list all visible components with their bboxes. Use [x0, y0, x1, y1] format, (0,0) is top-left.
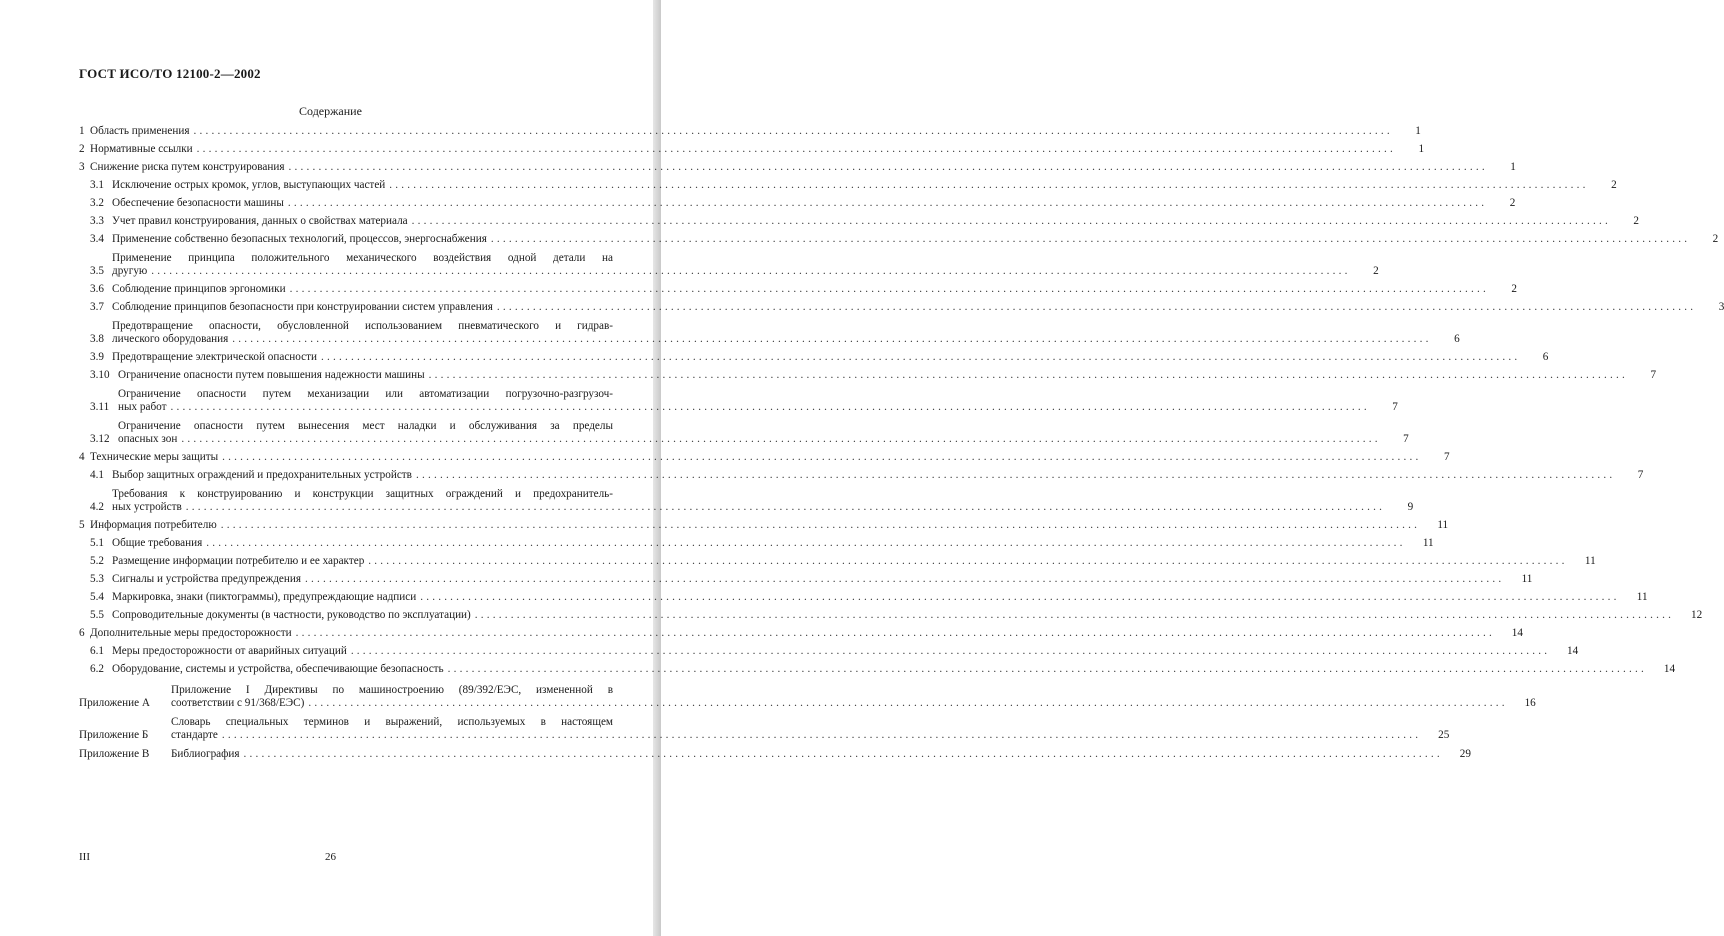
- toc-entry-line: [118, 401, 1398, 414]
- toc-entry-body: [112, 197, 1516, 210]
- toc-entry-line: [112, 573, 1533, 586]
- toc-entry-body: [90, 519, 1449, 532]
- toc-entry-number: 3.1: [90, 179, 104, 191]
- toc-entry: [79, 555, 1596, 568]
- toc-entry-number: 5.5: [90, 609, 104, 621]
- toc-entry-number: 3.7: [90, 301, 104, 313]
- toc-entry-line: [112, 609, 1703, 622]
- toc-entry-number: 5.4: [90, 591, 104, 603]
- toc-leader-dots: ........................................................................................................................................................................................................: [305, 573, 1505, 585]
- toc-entry-line: [112, 283, 1517, 296]
- toc-leader-dots: ........................................................................................................................................................................................................: [490, 233, 1691, 245]
- toc-entry-page: 2: [1511, 283, 1517, 295]
- toc-entry: [79, 451, 1450, 464]
- toc-entry-body: [112, 320, 1460, 346]
- toc-entry-title-line1: Применение принципа положительного механического воздействия одной детали на: [112, 252, 613, 264]
- toc-entry-page: 14: [1663, 663, 1676, 675]
- toc-entry: [79, 573, 1533, 586]
- toc-entry-number: 4.2: [90, 501, 104, 513]
- toc-entry-body: [112, 252, 1379, 278]
- toc-entry: [79, 663, 1676, 676]
- toc-entry-line: [171, 729, 1450, 742]
- toc-entry-number: 3.6: [90, 283, 104, 295]
- toc-entry-number: 4: [79, 451, 85, 463]
- toc-entry-body: [171, 716, 1450, 742]
- toc-entry-page: 11: [1422, 537, 1434, 549]
- toc-entry-title-line1: Ограничение опасности путем вынесения мест наладки и обслуживания за пределы: [118, 420, 613, 432]
- toc-entry-number: 4.1: [90, 469, 104, 481]
- toc-entry-number: 3.5: [90, 265, 104, 277]
- toc-entry-body: [112, 283, 1517, 296]
- toc-leader-dots: ........................................................................................................................................................................................................: [389, 179, 1589, 191]
- toc-entry-number: 5.3: [90, 573, 104, 585]
- toc-entry-line: [90, 627, 1523, 640]
- toc-entry-number: 5: [79, 519, 85, 531]
- toc-entry-title: Общие требования: [112, 537, 203, 549]
- toc-leader-dots: ........................................................................................................................................................................................................: [474, 609, 1675, 621]
- toc-entry-body: [112, 645, 1579, 658]
- toc-leader-dots: ........................................................................................................................................................................................................: [295, 627, 1495, 639]
- toc-entry: [79, 388, 1398, 414]
- toc-title: Содержание: [299, 104, 362, 118]
- toc-entry-page: 1: [1418, 143, 1425, 155]
- toc-entry-title: Исключение острых кромок, углов, выступающих частей: [112, 179, 386, 191]
- toc-entry: [79, 197, 1516, 210]
- toc-entry-title: опасных зон: [118, 433, 178, 445]
- toc-entry-body: [112, 469, 1644, 482]
- toc-leader-dots: ........................................................................................................................................................................................................: [170, 401, 1370, 413]
- toc-leader-dots: ........................................................................................................................................................................................................: [420, 591, 1620, 603]
- toc-entry-page: 7: [1392, 401, 1398, 413]
- toc-entry-body: [112, 573, 1533, 586]
- toc-entry-line: [90, 451, 1450, 464]
- toc-entry-line: [90, 161, 1516, 174]
- toc-entry-title: Информация потребителю: [90, 519, 217, 531]
- toc-entry-title: Ограничение опасности путем повышения надежности машины: [118, 369, 425, 381]
- footer-page-number: 26: [325, 851, 336, 863]
- toc-leader-dots: ........................................................................................................................................................................................................: [222, 451, 1422, 463]
- toc-leader-dots: ........................................................................................................................................................................................................: [289, 283, 1489, 295]
- toc-leader-dots: ........................................................................................................................................................................................................: [220, 519, 1421, 531]
- toc-entry: [79, 233, 1719, 246]
- toc-entry: [79, 179, 1617, 192]
- toc-leader-dots: ........................................................................................................................................................................................................: [321, 351, 1521, 363]
- toc-entry-line: [90, 143, 1425, 156]
- toc-leader-dots: ........................................................................................................................................................................................................: [288, 161, 1488, 173]
- toc-entry-number: 6: [79, 627, 85, 639]
- appendix-label: Приложение А: [79, 697, 150, 709]
- toc-entry-title: другую: [112, 265, 148, 277]
- toc-entry-line: [112, 233, 1719, 246]
- toc-entry-page: 29: [1459, 748, 1471, 760]
- toc-leader-dots: ........................................................................................................................................................................................................: [428, 369, 1629, 381]
- toc-entry-line: [171, 697, 1536, 710]
- appendix-label: Приложение Б: [79, 729, 149, 741]
- toc-entry-title: Снижение риска путем конструирования: [90, 161, 285, 173]
- toc-entry-line: [112, 663, 1676, 676]
- toc-leader-dots: ........................................................................................................................................................................................................: [206, 537, 1406, 549]
- toc-entry-title: Меры предосторожности от аварийных ситуаций: [112, 645, 347, 657]
- toc-appendix-entry: [79, 748, 1471, 761]
- toc-entry-title-line1: Ограничение опасности путем механизации или автоматизации погрузочно-разгрузоч-: [118, 388, 613, 400]
- toc-entry-line: [112, 555, 1596, 568]
- toc-appendix-entry: [79, 716, 1450, 742]
- toc-entry-number: 3.9: [90, 351, 104, 363]
- toc-entry-body: [90, 161, 1516, 174]
- toc-entry-line: [112, 197, 1516, 210]
- toc-leader-dots: ........................................................................................................................................................................................................: [193, 125, 1393, 137]
- toc-appendix-entry: [79, 684, 1536, 710]
- toc-leader-dots: ........................................................................................................................................................................................................: [368, 555, 1568, 567]
- toc-entry-line: [112, 645, 1579, 658]
- toc-leader-dots: ........................................................................................................................................................................................................: [447, 663, 1648, 675]
- toc-entry-title: лического оборудования: [112, 333, 229, 345]
- toc-entry-line: [112, 215, 1639, 228]
- toc-leader-dots: ........................................................................................................................................................................................................: [411, 215, 1611, 227]
- toc-entry-title: Сигналы и устройства предупреждения: [112, 573, 302, 585]
- toc-entry-body: [171, 684, 1536, 710]
- toc-leader-dots: ........................................................................................................................................................................................................: [221, 729, 1422, 741]
- toc-entry: [79, 420, 1409, 446]
- toc-entry: [79, 519, 1449, 532]
- toc-entry-page: 7: [1443, 451, 1450, 463]
- toc-entry-body: [112, 215, 1639, 228]
- toc-entry-line: [118, 369, 1657, 382]
- toc-entry-title: Выбор защитных ограждений и предохранительных устройств: [112, 469, 412, 481]
- toc-entry-title-line1: Предотвращение опасности, обусловленной использованием пневматического и гидрав-: [112, 320, 613, 332]
- toc-entry-page: 3: [1718, 301, 1724, 313]
- toc-entry: [79, 125, 1421, 138]
- toc-entry-page: 6: [1454, 333, 1460, 345]
- toc-entry: [79, 537, 1434, 550]
- toc-entry-line: [90, 519, 1449, 532]
- toc-entry-title: Обеспечение безопасности машины: [112, 197, 284, 209]
- toc-leader-dots: ........................................................................................................................................................................................................: [185, 501, 1386, 513]
- appendix-label: Приложение В: [79, 748, 150, 760]
- toc-entry-title: Оборудование, системы и устройства, обеспечивающие безопасность: [112, 663, 444, 675]
- toc-entry-title: Соблюдение принципов эргономики: [112, 283, 286, 295]
- toc-entry-title: Учет правил конструирования, данных о свойствах материала: [112, 215, 408, 227]
- toc-leader-dots: ........................................................................................................................................................................................................: [496, 301, 1697, 313]
- toc-entry-page: 25: [1438, 729, 1450, 741]
- toc-entry-title: Библиография: [171, 748, 240, 760]
- toc-entry-number: 3: [79, 161, 85, 173]
- toc-entry-title: Область применения: [90, 125, 190, 137]
- toc-entry-line: [112, 265, 1379, 278]
- toc-entry-title: стандарте: [171, 729, 218, 741]
- toc-entry: [79, 301, 1724, 314]
- toc-entry-number: 6.1: [90, 645, 104, 657]
- toc-entry-page: 6: [1542, 351, 1549, 363]
- toc-entry: [79, 351, 1549, 364]
- toc-entry-title: Применение собственно безопасных технологий, процессов, энергоснабжения: [112, 233, 487, 245]
- toc-entry-body: [112, 301, 1724, 314]
- toc-entry: [79, 320, 1460, 346]
- table-of-contents: [79, 125, 1724, 761]
- toc-entry-body: [90, 143, 1425, 156]
- toc-entry-line: [112, 179, 1617, 192]
- toc-entry-page: 11: [1437, 519, 1449, 531]
- toc-entry-body: [118, 369, 1657, 382]
- toc-entry-title: Сопроводительные документы (в частности, руководство по эксплуатации): [112, 609, 471, 621]
- toc-entry-title: соответствии с 91/368/ЕЭС): [171, 697, 305, 709]
- toc-entry-line: [118, 433, 1409, 446]
- toc-entry-title: Нормативные ссылки: [90, 143, 193, 155]
- toc-entry: [79, 609, 1703, 622]
- footer-roman-page: III: [79, 851, 90, 863]
- toc-entry-page: 7: [1403, 433, 1409, 445]
- toc-entry-line: [112, 333, 1460, 346]
- toc-entry-page: 11: [1584, 555, 1596, 567]
- toc-leader-dots: ........................................................................................................................................................................................................: [287, 197, 1488, 209]
- toc-entry-page: 11: [1636, 591, 1648, 603]
- toc-entry-title-line1: Требования к конструированию и конструкции защитных ограждений и предохранитель-: [112, 488, 613, 500]
- toc-entry-number: 3.12: [90, 433, 110, 445]
- toc-entry-body: [171, 748, 1471, 761]
- toc-entry-body: [112, 591, 1648, 604]
- toc-entry-number: 6.2: [90, 663, 104, 675]
- toc-entry-title: ных устройств: [112, 501, 182, 513]
- toc-entry-body: [112, 179, 1617, 192]
- toc-entry-line: [112, 501, 1414, 514]
- toc-entry-title: Дополнительные меры предосторожности: [90, 627, 292, 639]
- toc-entry-line: [90, 125, 1421, 138]
- toc-entry-body: [112, 488, 1414, 514]
- toc-entry-page: 2: [1509, 197, 1516, 209]
- toc-entry-body: [112, 663, 1676, 676]
- toc-entry-number: 3.10: [90, 369, 110, 381]
- toc-entry-page: 7: [1650, 369, 1657, 381]
- toc-entry: [79, 627, 1523, 640]
- toc-entry-page: 1: [1510, 161, 1516, 173]
- toc-entry-page: 12: [1690, 609, 1703, 621]
- toc-entry-page: 9: [1407, 501, 1414, 513]
- toc-entry-page: 1: [1415, 125, 1421, 137]
- toc-entry-title: Маркировка, знаки (пиктограммы), предупреждающие надписи: [112, 591, 417, 603]
- appendix-title-line1: Словарь специальных терминов и выражений, используемых в настоящем: [171, 716, 613, 728]
- toc-entry-number: 3.3: [90, 215, 104, 227]
- toc-entry: [79, 283, 1517, 296]
- toc-leader-dots: ........................................................................................................................................................................................................: [232, 333, 1432, 345]
- toc-entry: [79, 252, 1379, 278]
- toc-entry-number: 5.2: [90, 555, 104, 567]
- toc-entry: [79, 645, 1579, 658]
- toc-entry-body: [118, 420, 1409, 446]
- toc-entry-body: [112, 609, 1703, 622]
- toc-leader-dots: ........................................................................................................................................................................................................: [151, 265, 1351, 277]
- toc-leader-dots: ........................................................................................................................................................................................................: [308, 697, 1508, 709]
- toc-entry-page: 11: [1521, 573, 1533, 585]
- toc-entry-page: 2: [1611, 179, 1617, 191]
- toc-leader-dots: ........................................................................................................................................................................................................: [196, 143, 1397, 155]
- toc-leader-dots: ........................................................................................................................................................................................................: [181, 433, 1381, 445]
- toc-entry-page: 14: [1567, 645, 1579, 657]
- toc-entry-number: 5.1: [90, 537, 104, 549]
- toc-entry: [79, 488, 1414, 514]
- toc-entry-number: 3.2: [90, 197, 104, 209]
- toc-entry-title: Технические меры защиты: [90, 451, 219, 463]
- toc-entry-title: Соблюдение принципов безопасности при конструировании систем управления: [112, 301, 493, 313]
- toc-entry-body: [112, 555, 1596, 568]
- toc-entry-number: 2: [79, 143, 85, 155]
- toc-entry: [79, 143, 1425, 156]
- toc-entry-body: [112, 351, 1549, 364]
- toc-entry-title: ных работ: [118, 401, 167, 413]
- toc-entry-line: [112, 537, 1434, 550]
- toc-entry: [79, 369, 1657, 382]
- toc-leader-dots: ........................................................................................................................................................................................................: [243, 748, 1443, 760]
- toc-entry-page: 14: [1511, 627, 1523, 639]
- toc-entry-number: 1: [79, 125, 85, 137]
- toc-leader-dots: ........................................................................................................................................................................................................: [350, 645, 1551, 657]
- toc-entry-line: [171, 748, 1471, 761]
- toc-entry-body: [90, 451, 1450, 464]
- toc-entry-number: 3.4: [90, 233, 104, 245]
- toc-entry-number: 3.8: [90, 333, 104, 345]
- page-edge-shadow: [653, 0, 661, 936]
- appendix-title-line1: Приложение I Директивы по машиностроению (89/392/ЕЭС, измененной в: [171, 684, 613, 696]
- toc-entry: [79, 469, 1644, 482]
- toc-entry-page: 7: [1637, 469, 1644, 481]
- toc-entry-page: 2: [1712, 233, 1719, 245]
- toc-entry-line: [112, 351, 1549, 364]
- toc-entry-number: 3.11: [90, 401, 110, 413]
- toc-entry-title: Предотвращение электрической опасности: [112, 351, 318, 363]
- toc-entry-body: [112, 233, 1719, 246]
- toc-entry-body: [90, 125, 1421, 138]
- toc-entry-page: 2: [1373, 265, 1379, 277]
- toc-leader-dots: ........................................................................................................................................................................................................: [415, 469, 1616, 481]
- toc-entry: [79, 215, 1639, 228]
- toc-entry-page: 16: [1524, 697, 1536, 709]
- toc-entry: [79, 591, 1648, 604]
- toc-entry: [79, 161, 1516, 174]
- toc-entry-line: [112, 301, 1724, 314]
- toc-entry-line: [112, 591, 1648, 604]
- toc-entry-page: 2: [1633, 215, 1639, 227]
- document-header: ГОСТ ИСО/ТО 12100-2—2002: [79, 66, 261, 81]
- toc-entry-body: [118, 388, 1398, 414]
- toc-entry-title: Размещение информации потребителю и ее характер: [112, 555, 365, 567]
- toc-entry-body: [112, 537, 1434, 550]
- toc-entry-body: [90, 627, 1523, 640]
- toc-entry-line: [112, 469, 1644, 482]
